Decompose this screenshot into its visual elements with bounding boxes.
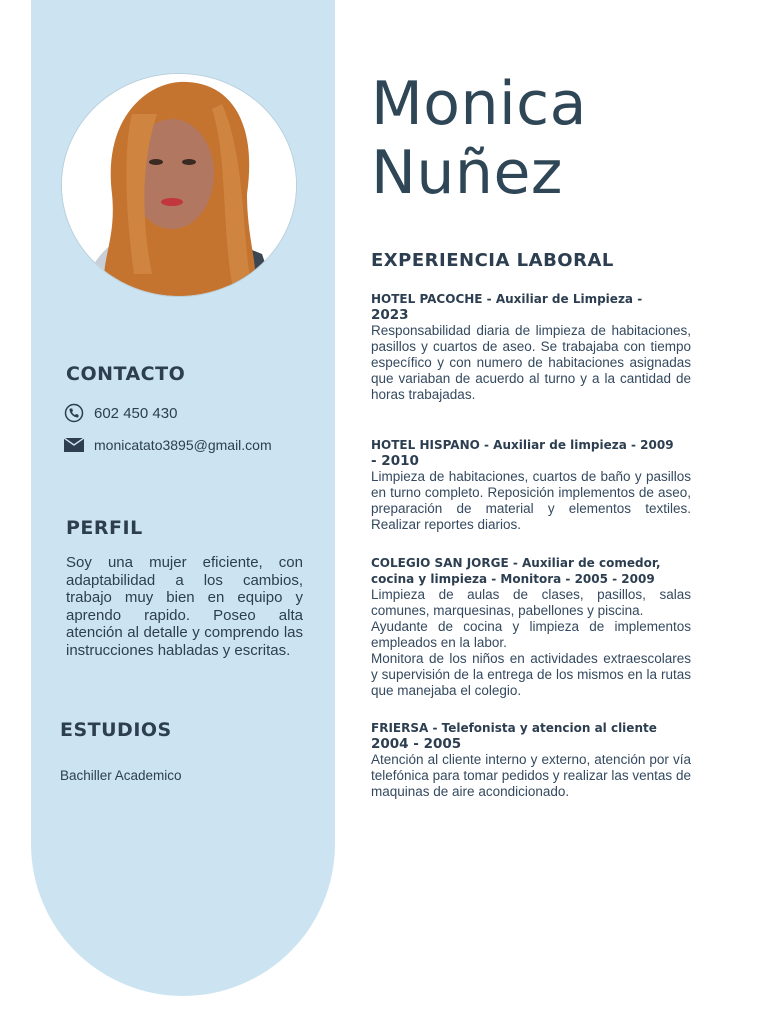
job-description: Ayudante de cocina y limpieza de implementos empleados en la labor. [371, 619, 691, 650]
first-name: Monica [371, 69, 587, 139]
job-title [371, 555, 691, 587]
contact-heading: CONTACTO [66, 363, 186, 385]
job-title [371, 437, 691, 469]
job-title [371, 291, 691, 323]
job-entry [371, 720, 691, 800]
last-name: Nuñez [371, 138, 563, 208]
contact-email [64, 435, 272, 455]
job-description: Limpieza de habitaciones, cuartos de baño y pasillos en turno completo. Reposición implementos de aseo, preparación de material y elementos textiles. Realizar reportes diarios. [371, 469, 691, 532]
experience-heading: EXPERIENCIA LABORAL [371, 250, 614, 271]
job-period: 2004 - 2005 [371, 736, 462, 752]
job-entry [371, 555, 691, 699]
job-description: Monitora de los niños en actividades extraescolares y supervisión de la entrega de los mismos en la rutas que manejaba el colegio. [371, 651, 691, 698]
job-period: 2023 [371, 307, 409, 323]
full-name [371, 70, 587, 208]
job-title-line: COLEGIO SAN JORGE - Auxiliar de comedor, [371, 556, 661, 570]
job-entry [371, 291, 691, 403]
job-entry [371, 437, 691, 533]
phone-number: 602 450 430 [94, 404, 178, 422]
studies-item: Bachiller Academico [60, 768, 182, 783]
profile-heading: PERFIL [66, 517, 143, 539]
job-title [371, 720, 691, 752]
profile-photo [61, 73, 297, 297]
studies-heading: ESTUDIOS [60, 719, 172, 741]
profile-text: Soy una mujer eficiente, con adaptabilidad a los cambios, trabajo muy bien en equipo y aprendo rapido. Poseo alta atención al detalle y comprendo las instrucciones habladas y escritas. [66, 554, 303, 659]
job-title-line: HOTEL HISPANO - Auxiliar de limpieza - 2009 [371, 438, 674, 452]
job-description: Atención al cliente interno y externo, atención por vía telefónica para tomar pedidos y realizar las ventas de maquinas de aire acondicionado. [371, 752, 691, 799]
job-period: - 2010 [371, 453, 419, 469]
envelope-icon [64, 435, 84, 455]
job-title-line: HOTEL PACOCHE - Auxiliar de Limpieza - [371, 292, 643, 306]
job-description: Limpieza de aulas de clases, pasillos, salas comunes, marquesinas, pabellones y piscina. [371, 587, 691, 618]
job-description: Responsabilidad diaria de limpieza de habitaciones, pasillos y cuartos de aseo. Se trabajaba con tiempo específico y con numero de habitaciones asignadas que variaban de acuerdo al turno y a la cantidad de horas trabajadas. [371, 323, 691, 402]
job-title-line: FRIERSA - Telefonista y atencion al cliente [371, 721, 657, 735]
contact-phone [64, 403, 177, 423]
phone-icon [64, 403, 84, 423]
email-address: monicatato3895@gmail.com [94, 437, 272, 453]
job-period: cocina y limpieza - Monitora - 2005 - 2009 [371, 572, 655, 586]
